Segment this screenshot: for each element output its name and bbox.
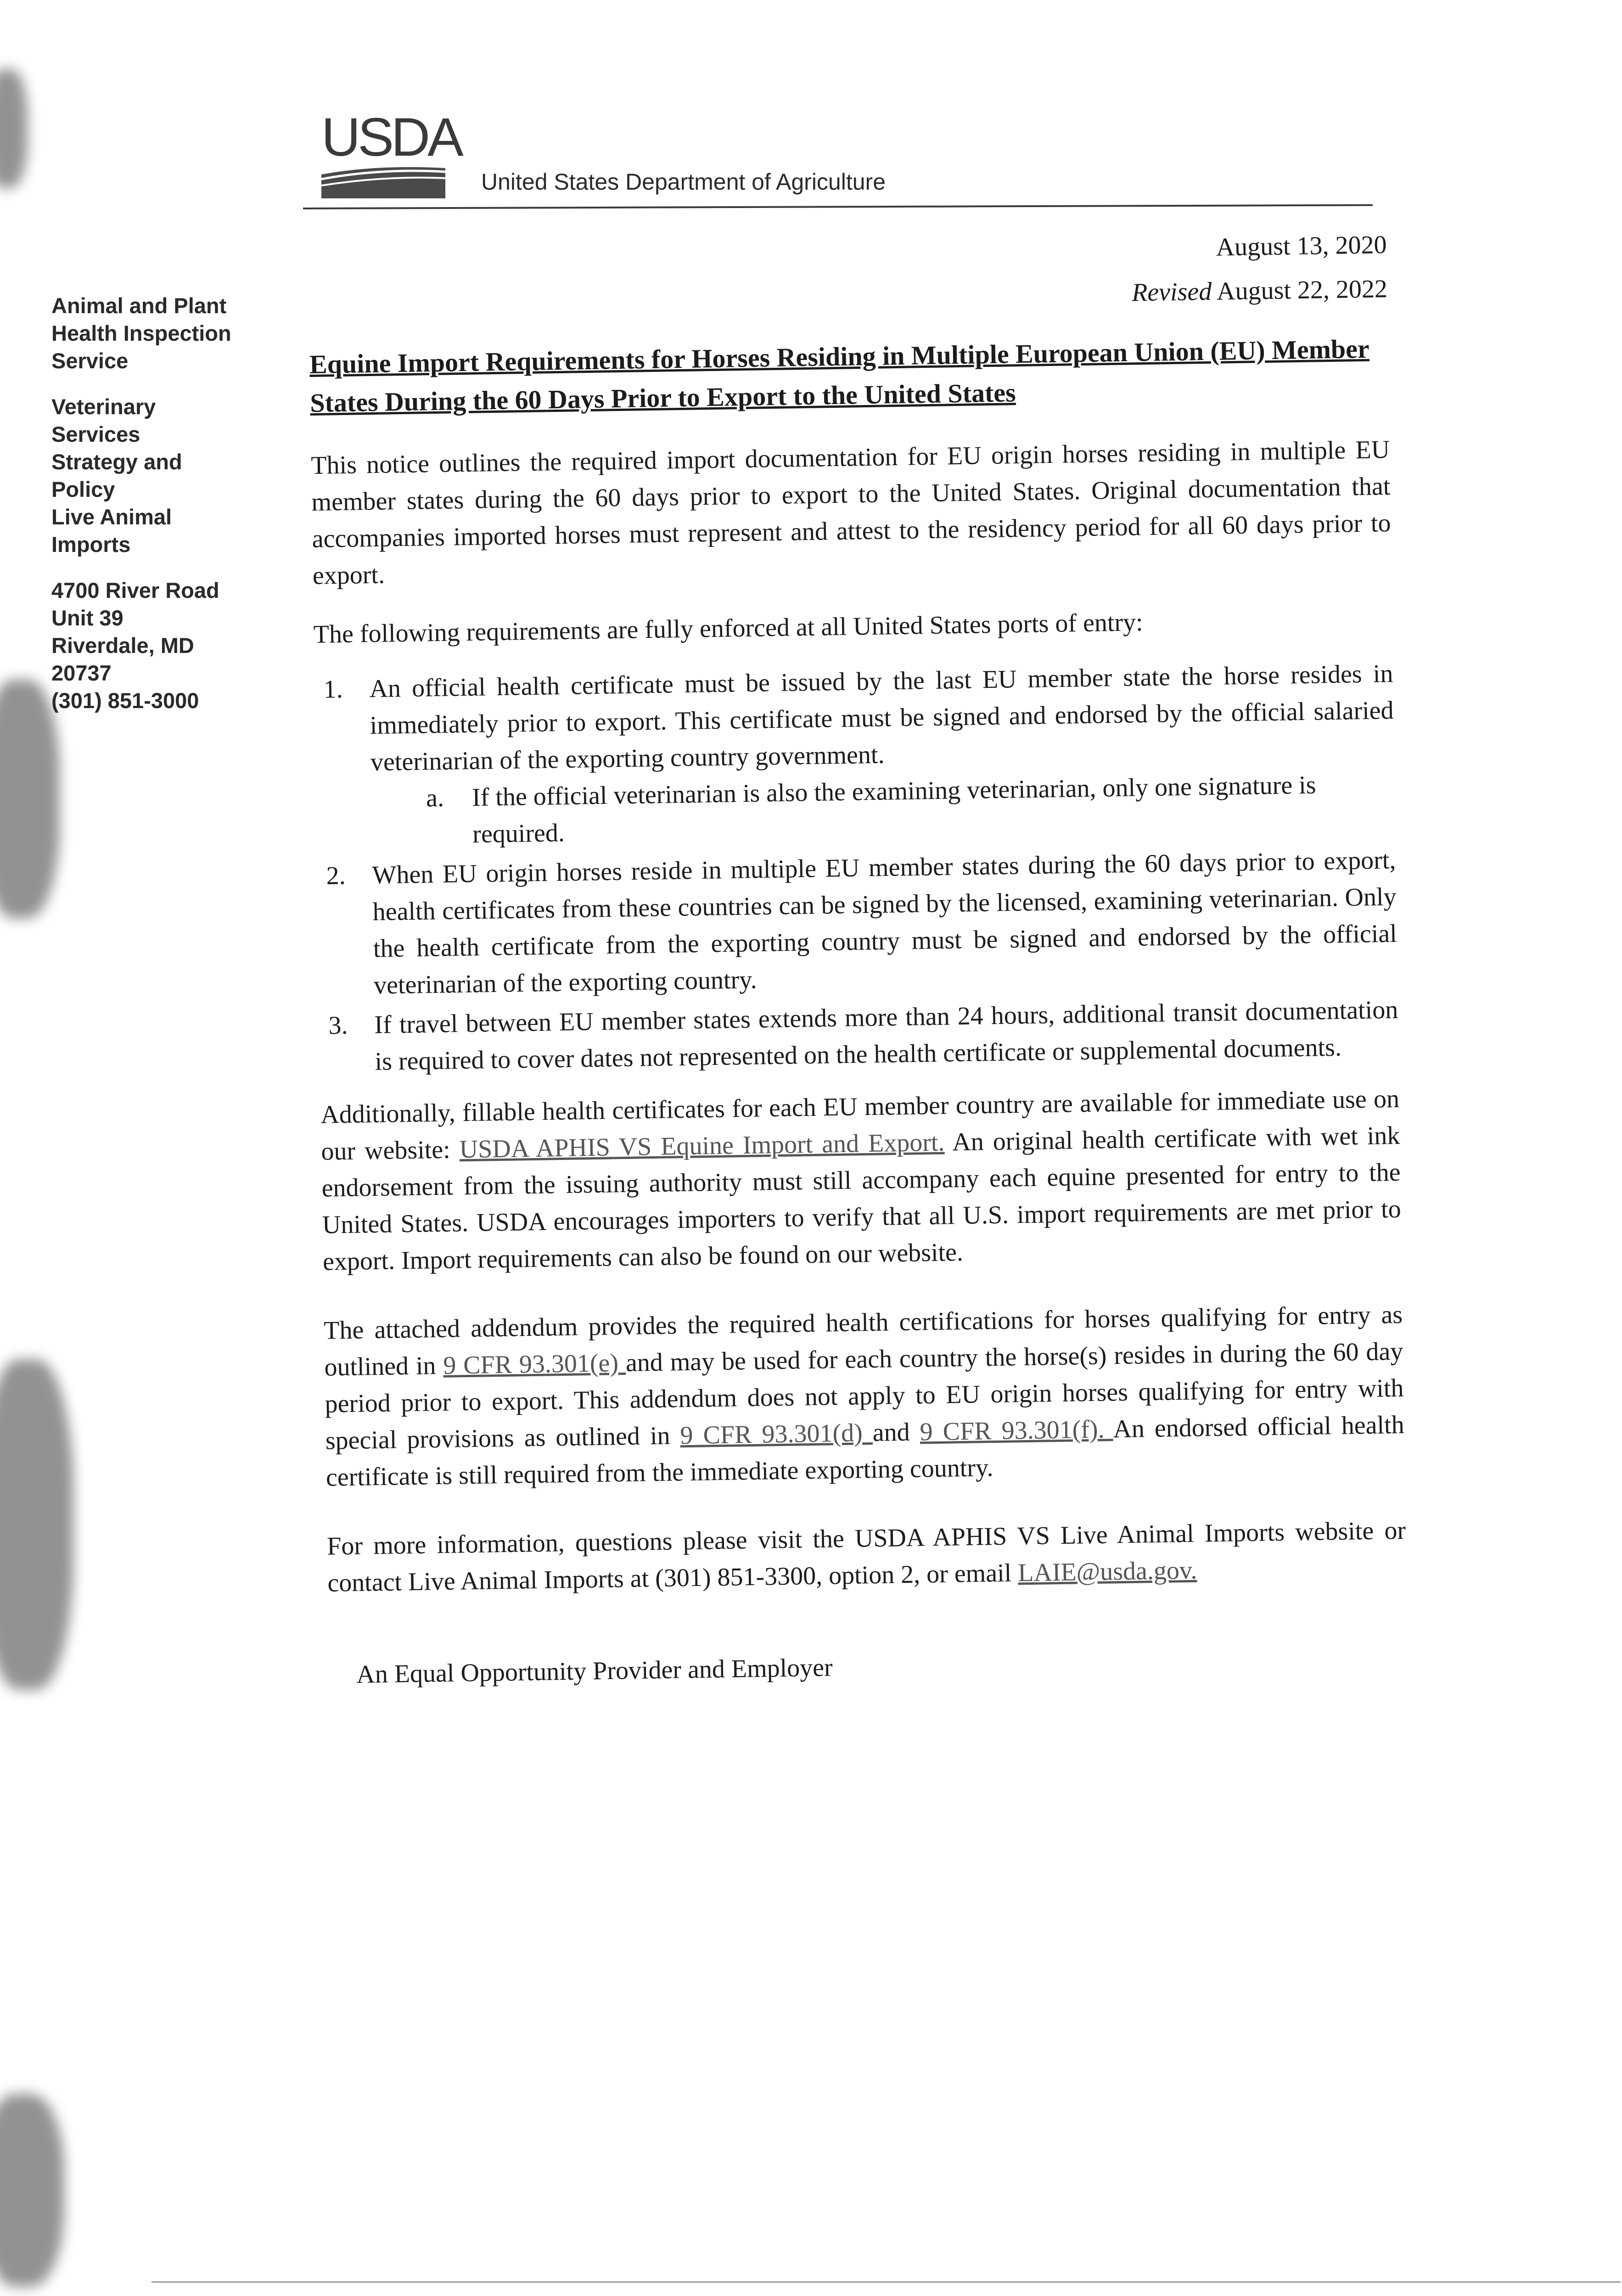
addendum-text: An endorsed official health certificate is still required from the immediate exporting country. [326, 1410, 1405, 1492]
sidebar-line: Imports [51, 532, 131, 557]
list-item-text: If travel between EU member states extends more than 24 hours, additional transit documentation is required to cover dates not represented on the health certificate or supplemental documents. [374, 995, 1398, 1076]
additional-info-text: Additionally, fillable health certificates for each EU member country are available for immediate use on our website: [320, 1084, 1400, 1166]
sidebar-line: Service [51, 349, 129, 373]
sidebar-line: Veterinary [51, 394, 156, 419]
sidebar-line: Strategy and [51, 450, 182, 474]
equal-opportunity-statement: An Equal Opportunity Provider and Employer [356, 1653, 833, 1689]
notice-title: Equine Import Requirements for Horses Residing in Multiple European Union (EU) Member States During the 60 Days Prior to Export to the United States [309, 333, 1370, 418]
sidebar-line: 20737 [51, 661, 112, 685]
agency-name: United States Department of Agriculture [481, 169, 886, 195]
sidebar-line: Riverdale, MD [51, 633, 194, 658]
sidebar-line: Unit 39 [51, 606, 123, 630]
scan-smudge [0, 680, 60, 918]
cfr-93-301d-link[interactable]: 9 CFR 93.301(d) [680, 1418, 873, 1450]
sidebar-phone: (301) 851-3000 [51, 688, 199, 713]
scan-smudge [0, 2094, 64, 2287]
sidebar-line: Health Inspection [51, 321, 231, 345]
addendum-text: and [872, 1418, 920, 1447]
list-item-text: An official health certificate must be issued by the last EU member state the horse resides in immediately prior to export. This certificate must be signed and endorsed by the official salaried veterinarian of the exporting country government. [369, 659, 1394, 777]
cfr-93-301f-link[interactable]: 9 CFR 93.301(f). [920, 1415, 1113, 1446]
list-number: 1. [323, 675, 343, 704]
additional-info-paragraph [320, 1080, 1402, 1280]
sidebar-line: Live Animal [51, 505, 172, 529]
addendum-text: and may be used for each country the horse(s) resides in during the 60 day period prior to export. This addendum does not apply to EU origin horses qualifying for entry with special provisions as outlined in [325, 1337, 1404, 1455]
sidebar-agency [51, 292, 290, 375]
sidebar-address [51, 577, 290, 715]
usda-logo-mark-icon [321, 165, 445, 198]
sidebar-line: Policy [51, 477, 115, 501]
cfr-93-301e-link[interactable]: 9 CFR 93.301(e) [443, 1348, 626, 1380]
addendum-paragraph [324, 1296, 1405, 1496]
letter-dates [308, 223, 1388, 327]
list-item [314, 655, 1396, 855]
enforcement-statement: The following requirements are fully enforced at all United States ports of entry: [313, 608, 1144, 649]
contact-paragraph [327, 1512, 1407, 1602]
list-number: a. [426, 783, 444, 813]
letter-body [308, 223, 1408, 1694]
list-item [319, 991, 1399, 1081]
sidebar-division [51, 393, 290, 558]
header-divider [303, 204, 1373, 209]
addendum-text: The attached addendum provides the required health certifications for horses qualifying for entry as outlined in [323, 1300, 1403, 1382]
revised-label: Revised [1131, 277, 1212, 307]
list-item-text: If the official veterinarian is also the examining veterinarian, only one signature is required. [471, 771, 1316, 849]
sub-list [371, 765, 1396, 854]
email-link[interactable]: LAIE@usda.gov. [1017, 1556, 1197, 1587]
intro-paragraph: This notice outlines the required import documentation for EU origin horses residing in multiple EU member states during the 60 days prior to export to the United States. Original documentation that accompanies imported horses must represent and attest to the residency period for all 60 days prior to export. [310, 435, 1391, 590]
scan-smudge [0, 1359, 73, 1690]
contact-text: For more information, questions please visit the USDA APHIS VS Live Animal Imports website or contact Live Animal Imports at (301) 851-3300, option 2, or email [326, 1516, 1406, 1598]
scan-edge-line [152, 2281, 1621, 2283]
requirements-list [314, 655, 1399, 1081]
equine-import-export-link[interactable]: USDA APHIS VS Equine Import and Export. [459, 1128, 945, 1164]
original-date: August 13, 2020 [1216, 231, 1387, 262]
sidebar-line: Services [51, 422, 140, 446]
scan-smudge [0, 69, 28, 188]
sidebar-line: Animal and Plant [51, 293, 227, 318]
list-item [317, 842, 1398, 1005]
list-number: 3. [328, 1011, 348, 1040]
usda-logo-text: USDA [321, 107, 461, 168]
sidebar [51, 292, 290, 733]
list-item [371, 765, 1396, 854]
list-item-text: When EU origin horses reside in multiple EU member states during the 60 days prior to export, health certificates from these countries can be signed by the licensed, examining veterinarian. Only the health certificate from the exporting country must be signed and endorsed by the official veterinarian of the exporting country. [372, 845, 1398, 1000]
additional-info-text: An original health certificate with wet ink endorsement from the issuing authority must still accompany each equine presented for entry to the United States. USDA encourages importers to verify that all U.S. import requirements are met prior to export. Import requirements can also be found on our website. [321, 1121, 1402, 1276]
sidebar-line: 4700 River Road [51, 578, 219, 602]
revised-date: August 22, 2022 [1216, 275, 1388, 306]
list-number: 2. [326, 861, 346, 890]
usda-logo [321, 107, 461, 197]
